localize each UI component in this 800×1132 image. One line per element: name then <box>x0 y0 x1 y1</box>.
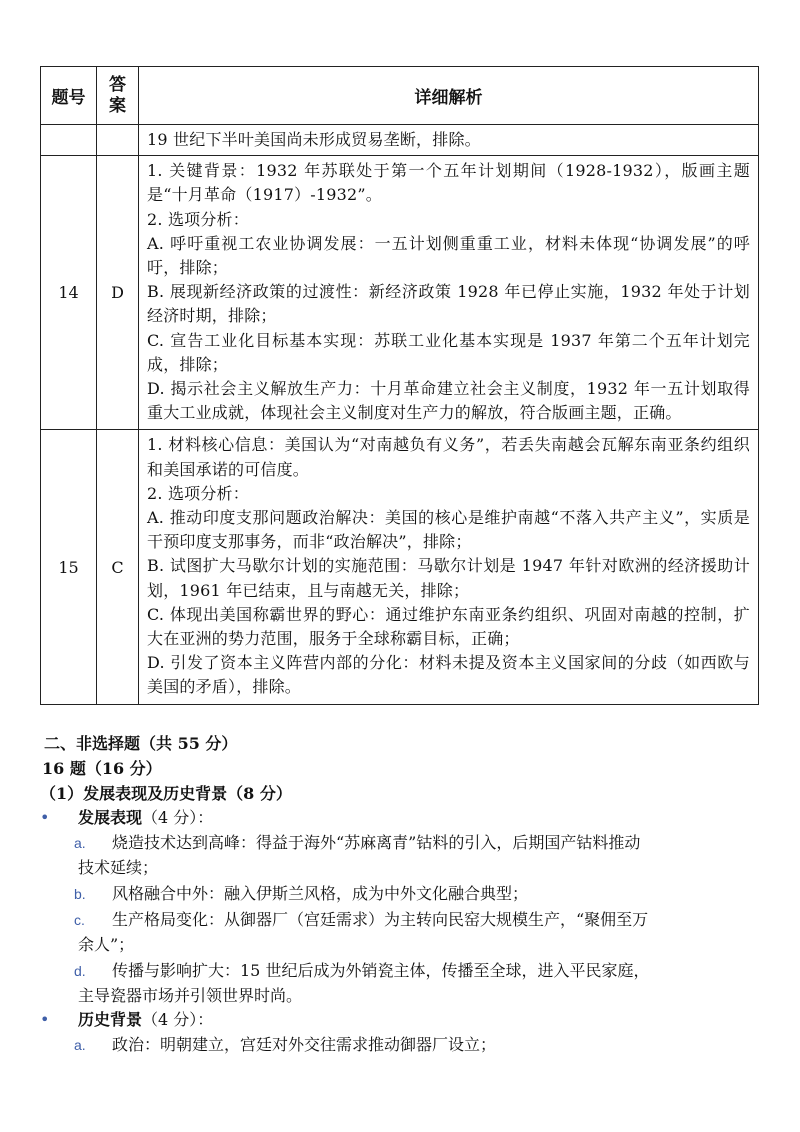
detail-line: D. 引发了资本主义阵营内部的分化：材料未提及资本主义国家间的分歧（如西欧与美国的矛盾），排除。 <box>147 653 750 697</box>
table-row-continued <box>41 125 759 156</box>
table-row-15 <box>41 430 759 704</box>
answer-table <box>40 66 759 705</box>
item-text: 生产格局变化：从御器厂（宫廷需求）为主转向民窑大规模生产，“聚佣至万 <box>112 910 649 929</box>
item-text: 风格融合中外：融入伊斯兰风格，成为中外文化融合典型； <box>112 884 529 903</box>
detail-line: C. 体现出美国称霸世界的野心：通过维护东南亚条约组织、巩固对南越的控制，扩大在亚洲的势力范围，服务于全球称霸目标，正确； <box>147 604 750 649</box>
list-item <box>74 907 760 933</box>
detail-line: 19 世纪下半叶美国尚未形成贸易垄断，排除。 <box>147 130 481 149</box>
bullet-score: （4 分）： <box>142 1010 214 1029</box>
item-letter: c. <box>74 912 85 928</box>
detail-line: 2. 选项分析： <box>147 209 249 229</box>
question-16-title: 16 题（16 分） <box>42 759 162 778</box>
cell-empty-num <box>41 125 97 156</box>
detail-line: 2. 选项分析： <box>147 483 249 503</box>
detail-line: B. 展现新经济政策的过渡性：新经济政策 1928 年已停止实施，1932 年处于计划经济时期，排除； <box>147 282 750 326</box>
question-number: 15 <box>41 430 97 704</box>
header-detail: 详细解析 <box>139 67 759 125</box>
cell-empty-answer <box>97 125 139 156</box>
bullet-icon: • <box>40 1010 50 1029</box>
table-header-row <box>41 67 759 125</box>
header-answer-top: 答 <box>109 74 126 95</box>
answer-letter: D <box>97 156 139 430</box>
part-1-title: （1）发展表现及历史背景（8 分） <box>40 784 292 803</box>
list-item <box>74 958 760 984</box>
bullet-label: 历史背景 <box>78 1010 143 1029</box>
header-answer-bottom: 案 <box>109 95 126 116</box>
detail-line: A. 推动印度支那问题政治解决：美国的核心是维护南越“不落入共产主义”，实质是干预印度支那事务，而非“政治解决”，排除； <box>147 508 750 552</box>
bullet-icon: • <box>40 808 50 827</box>
answer-detail <box>139 430 759 704</box>
table-row-14 <box>41 156 759 430</box>
question-number: 14 <box>41 156 97 430</box>
item-text: 烧造技术达到高峰：得益于海外“苏麻离青”钴料的引入，后期国产钴料推动 <box>112 833 641 852</box>
list-item <box>74 881 760 907</box>
item-text: 传播与影响扩大：15 世纪后成为外销瓷主体，传播至全球，进入平民家庭， <box>112 961 650 980</box>
list-item-continuation: 主导瓷器市场并引领世界时尚。 <box>78 986 303 1005</box>
detail-line: C. 宣告工业化目标基本实现：苏联工业化基本实现是 1937 年第二个五年计划完成，排除； <box>147 330 750 374</box>
item-letter: d. <box>74 963 86 979</box>
detail-line: B. 试图扩大马歇尔计划的实施范围：马歇尔计划是 1947 年针对欧洲的经济援助计划，1961 年已结束，且与南越无关，排除； <box>147 556 750 600</box>
cell-continued-detail <box>139 125 759 156</box>
answer-detail <box>139 156 759 430</box>
header-question-number: 题号 <box>41 67 97 125</box>
item-letter: a. <box>74 1037 86 1053</box>
item-text: 政治：明朝建立，宫廷对外交往需求推动御器厂设立； <box>112 1035 497 1054</box>
list-item-continuation: 余人”； <box>78 935 135 954</box>
bullet-score: （4 分）： <box>142 808 214 827</box>
answer-letter: C <box>97 430 139 704</box>
bullet-label: 发展表现 <box>78 808 143 827</box>
item-letter: a. <box>74 835 86 851</box>
detail-line: 1. 关键背景：1932 年苏联处于第一个五年计划期间（1928-1932），版画主题是“十月革命（1917）-1932”。 <box>147 161 750 205</box>
detail-line: 1. 材料核心信息：美国认为“对南越负有义务”，若丢失南越会瓦解东南亚条约组织和美国承诺的可信度。 <box>147 435 750 479</box>
item-letter: b. <box>74 886 86 902</box>
detail-line: A. 呼吁重视工农业协调发展：一五计划侧重重工业，材料未体现“协调发展”的呼吁，排除； <box>147 233 750 278</box>
detail-line: D. 揭示社会主义解放生产力：十月革命建立社会主义制度，1932 年一五计划取得重大工业成就，体现社会主义制度对生产力的解放，符合版画主题，正确。 <box>147 379 750 423</box>
section-title: 二、非选择题（共 55 分） <box>44 734 238 753</box>
list-item-continuation: 技术延续； <box>78 858 159 877</box>
header-answer <box>97 67 139 125</box>
list-item <box>74 830 760 856</box>
list-item <box>74 1032 760 1058</box>
